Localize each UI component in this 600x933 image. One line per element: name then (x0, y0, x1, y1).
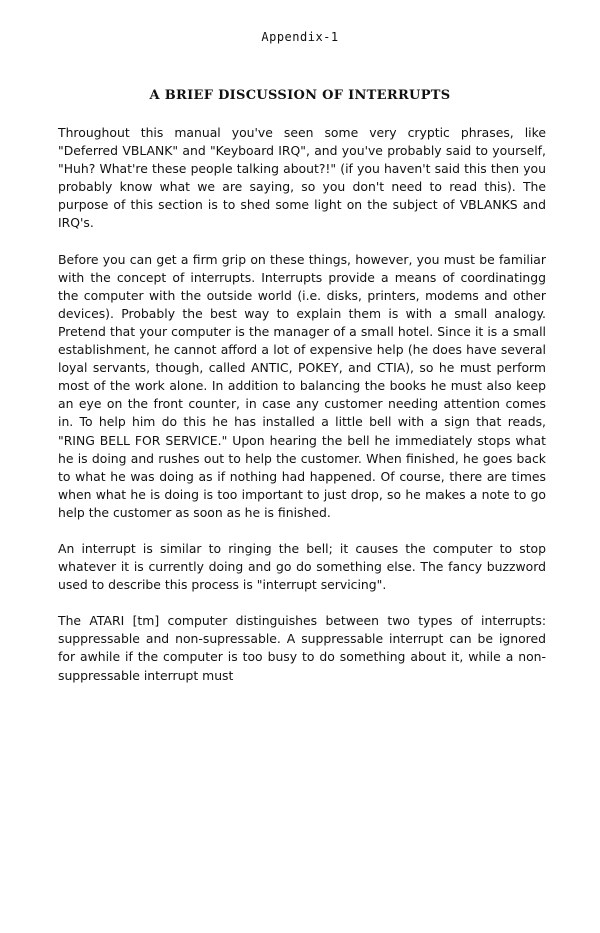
body-text (58, 124, 546, 685)
paragraph-4: The ATARI [tm] computer distinguishes between two types of interrupts: suppressable and non-supressable. A suppressable interrupt can be ignored for awhile if the computer is too busy to do something about it, while a non-suppressable interrupt must (58, 613, 546, 683)
paragraph-3: An interrupt is similar to ringing the bell; it causes the computer to stop whatever it is currently doing and go do something else. The fancy buzzword used to describe this process is "interrupt servicing". (58, 540, 546, 593)
paragraph-1: Throughout this manual you've seen some very cryptic phrases, like "Deferred VBLANK" and "Keyboard IRQ", and you've probably said to yourself, "Huh? What're these people talking about?!" (if you haven't said this then you probably know what we are saying, so you don't need to read this). The purpose of this section is to shed some light on the subject of VBLANKS and IRQ's. (58, 125, 546, 231)
section-title: A BRIEF DISCUSSION OF INTERRUPTS (149, 88, 451, 103)
paragraph-2: Before you can get a firm grip on these things, however, you must be familiar with the concept of interrupts. Interrupts provide a means of coordinatingg the computer with the outside world (i.e. disks, printers, modems and other devices). Probably the best way to explain them is with a small analogy. Pretend that your computer is the manager of a small hotel. Since it is a small establishment, he cannot afford a lot of expensive help (he does have several loyal servants, though, called ANTIC, POKEY, and CTIA), so he must perform most of the work alone. In addition to balancing the books he must also keep an eye on the front counter, in case any customer needing attention comes in. To help him do this he has installed a little bell with a sign that reads, "RING BELL FOR SERVICE." Upon hearing the bell he immediately stops what he is doing and rushes out to help the customer. When finished, he goes back to what he was doing as if nothing had happened. Of course, there are times when what he is doing is too important to just drop, so he makes a note to go help the customer as soon as he is finished. (58, 251, 546, 520)
running-header: Appendix-1 (261, 30, 339, 44)
